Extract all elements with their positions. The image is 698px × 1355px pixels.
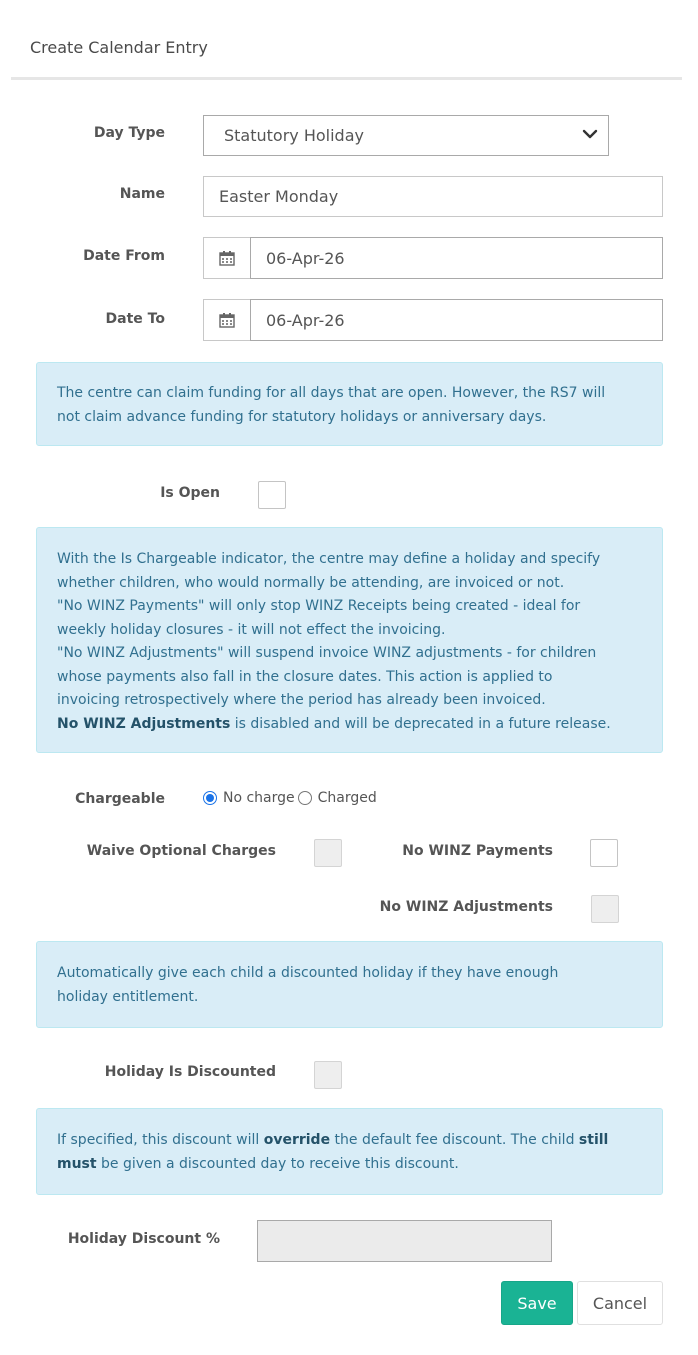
calendar-icon bbox=[219, 312, 235, 328]
calendar-icon bbox=[219, 250, 235, 266]
chargeable-info-line: With the Is Chargeable indicator, the centre may define a holiday and specify bbox=[57, 551, 601, 567]
no-winz-adjustments-label: No WINZ Adjustments bbox=[379, 899, 553, 915]
holiday-discount-input[interactable] bbox=[257, 1220, 552, 1262]
chargeable-info-line: whose payments also fall in the closure dates. This action is applied to bbox=[57, 668, 553, 685]
name-value: Easter Monday bbox=[219, 187, 339, 206]
save-button[interactable]: Save bbox=[501, 1281, 573, 1325]
chargeable-info-line: "No WINZ Adjustments" will suspend invoice WINZ adjustments - for children bbox=[57, 645, 597, 661]
is-open-label: Is Open bbox=[160, 485, 220, 501]
name-label: Name bbox=[119, 186, 165, 202]
no-winz-payments-checkbox[interactable] bbox=[590, 839, 618, 867]
date-from-calendar-button[interactable] bbox=[203, 237, 250, 279]
day-type-value: Statutory Holiday bbox=[224, 126, 364, 145]
discount-info-line bbox=[57, 1153, 642, 1177]
must-bold: must bbox=[57, 1155, 97, 1172]
day-type-label: Day Type bbox=[93, 125, 165, 141]
discount-info-text: be given a discounted day to receive this discount. bbox=[96, 1155, 459, 1172]
chargeable-info-line: invoicing retrospectively where the period has already been invoiced. bbox=[57, 692, 546, 708]
name-input[interactable] bbox=[203, 176, 663, 217]
chargeable-info-line: "No WINZ Payments" will only stop WINZ Receipts being created - ideal for bbox=[57, 598, 581, 614]
holiday-discount-label: Holiday Discount % bbox=[67, 1231, 220, 1247]
discount-info-alert bbox=[36, 1108, 663, 1195]
day-type-select[interactable] bbox=[203, 115, 609, 156]
funding-info-line: not claim advance funding for statutory holidays or anniversary days. bbox=[57, 408, 547, 425]
waive-optional-charges-checkbox[interactable] bbox=[314, 839, 342, 867]
cancel-button[interactable]: Cancel bbox=[577, 1281, 663, 1325]
waive-optional-charges-label: Waive Optional Charges bbox=[86, 843, 276, 859]
dialog-title: Create Calendar Entry bbox=[30, 38, 208, 57]
no-charge-radio[interactable] bbox=[203, 791, 217, 805]
chargeable-radio-group bbox=[203, 790, 377, 806]
deprecated-note-bold: No WINZ Adjustments bbox=[57, 715, 231, 732]
chargeable-info-alert bbox=[36, 527, 663, 753]
is-open-checkbox[interactable] bbox=[258, 481, 286, 509]
chargeable-info-line: whether children, who would normally be attending, are invoiced or not. bbox=[57, 574, 565, 591]
no-winz-adjustments-checkbox[interactable] bbox=[591, 895, 619, 923]
chargeable-info-line: weekly holiday closures - it will not effect the invoicing. bbox=[57, 621, 446, 638]
date-to-value: 06-Apr-26 bbox=[266, 310, 345, 330]
date-to-input[interactable] bbox=[250, 299, 663, 341]
entitlement-info-alert bbox=[36, 941, 663, 1028]
entitlement-info-line: Automatically give each child a discounted holiday if they have enough bbox=[57, 965, 559, 981]
discount-info-line bbox=[57, 1129, 642, 1153]
date-from-value: 06-Apr-26 bbox=[266, 248, 345, 268]
chargeable-label: Chargeable bbox=[75, 791, 165, 807]
no-winz-payments-label: No WINZ Payments bbox=[402, 843, 553, 859]
charged-radio[interactable] bbox=[298, 791, 312, 805]
date-from-label: Date From bbox=[83, 248, 165, 264]
still-bold: still bbox=[578, 1132, 609, 1148]
date-to-calendar-button[interactable] bbox=[203, 299, 250, 341]
override-bold: override bbox=[263, 1132, 331, 1148]
date-from-input[interactable] bbox=[250, 237, 663, 279]
date-to-label: Date To bbox=[105, 311, 165, 327]
funding-info-alert bbox=[36, 362, 663, 446]
deprecated-note-text: is disabled and will be deprecated in a future release. bbox=[230, 715, 611, 732]
discount-info-text: the default fee discount. The child bbox=[330, 1132, 579, 1148]
no-charge-label[interactable]: No charge bbox=[223, 790, 295, 806]
chargeable-info-line bbox=[57, 713, 642, 737]
holiday-is-discounted-label: Holiday Is Discounted bbox=[104, 1064, 276, 1080]
holiday-is-discounted-checkbox[interactable] bbox=[314, 1061, 342, 1089]
charged-label[interactable]: Charged bbox=[317, 790, 377, 806]
discount-info-text: If specified, this discount will bbox=[57, 1132, 264, 1148]
funding-info-line: The centre can claim funding for all days that are open. However, the RS7 will bbox=[57, 385, 606, 401]
chevron-down-icon bbox=[580, 124, 600, 144]
header-divider bbox=[11, 77, 682, 80]
entitlement-info-line: holiday entitlement. bbox=[57, 988, 199, 1005]
